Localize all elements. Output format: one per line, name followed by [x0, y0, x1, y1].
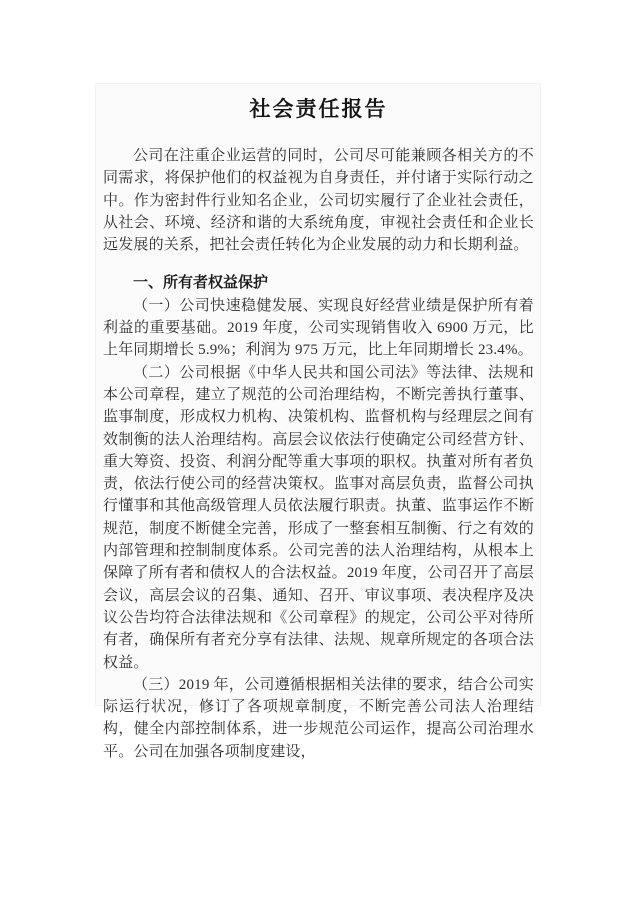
intro-paragraph: 公司在注重企业运营的同时，公司尽可能兼顾各相关方的不同需求，将保护他们的权益视为自身责任，并付诸于实际行动之中。作为密封件行业知名企业，公司切实履行了企业社会责任，从社会、环境、经济和谐的大系统角度，审视社会责任和企业长远发展的关系，把社会责任转化为企业发展的动力和长期利益。 — [103, 148, 534, 254]
page-title: 社会责任报告 — [249, 97, 388, 121]
section-item-2: （二）公司根据《中华人民共和国公司法》等法律、法规和本公司章程，建立了规范的公司治理结构，不断完善执行董事、监事制度，形成权力机构、决策机构、监督机构与经理层之间有效制衡的法人治理结构。高层会议依法行使确定公司经营方针、重大筹资、投资、利润分配等重大事项的职权。执董对所有者负责，依法行使公司的经营决策权。监事对高层负责，监督公司执行懂事和其他高级管理人员依法履行职责。执董、监事运作不断规范，制度不断健全完善，形成了一整套相互制衡、行之有效的内部管理和控制制度体系。公司完善的法人治理结构，从根本上保障了所有者和债权人的合法权益。2019 年度，公司召开了高层会议，高层会议的召集、通知、召开、审议事项、表决程序及决议公告均符合法律法规和《公司章程》的规定，公司公平对待所有者，确保所有者充分享有法律、法规、规章所规定的各项合法权益。 — [103, 364, 534, 671]
section-item-1: （一）公司快速稳健发展、实现良好经营业绩是保护所有着利益的重要基础。2019 年度，公司实现销售收入 6900 万元，比上年同期增长 5.9%；利润为 975 万元，比上年同期增长 23.4%。 — [103, 297, 534, 359]
section-item-3: （三）2019 年，公司遵循根据相关法律的要求，结合公司实际运行状况，修订了各项规章制度，不断完善公司法人治理结构，健全内部控制体系，进一步规范公司运作，提高公司治理水平。公司在加强各项制度建设， — [103, 676, 534, 760]
report-page — [95, 83, 541, 760]
section-heading-owner-rights: 一、所有者权益保护 — [133, 275, 269, 292]
